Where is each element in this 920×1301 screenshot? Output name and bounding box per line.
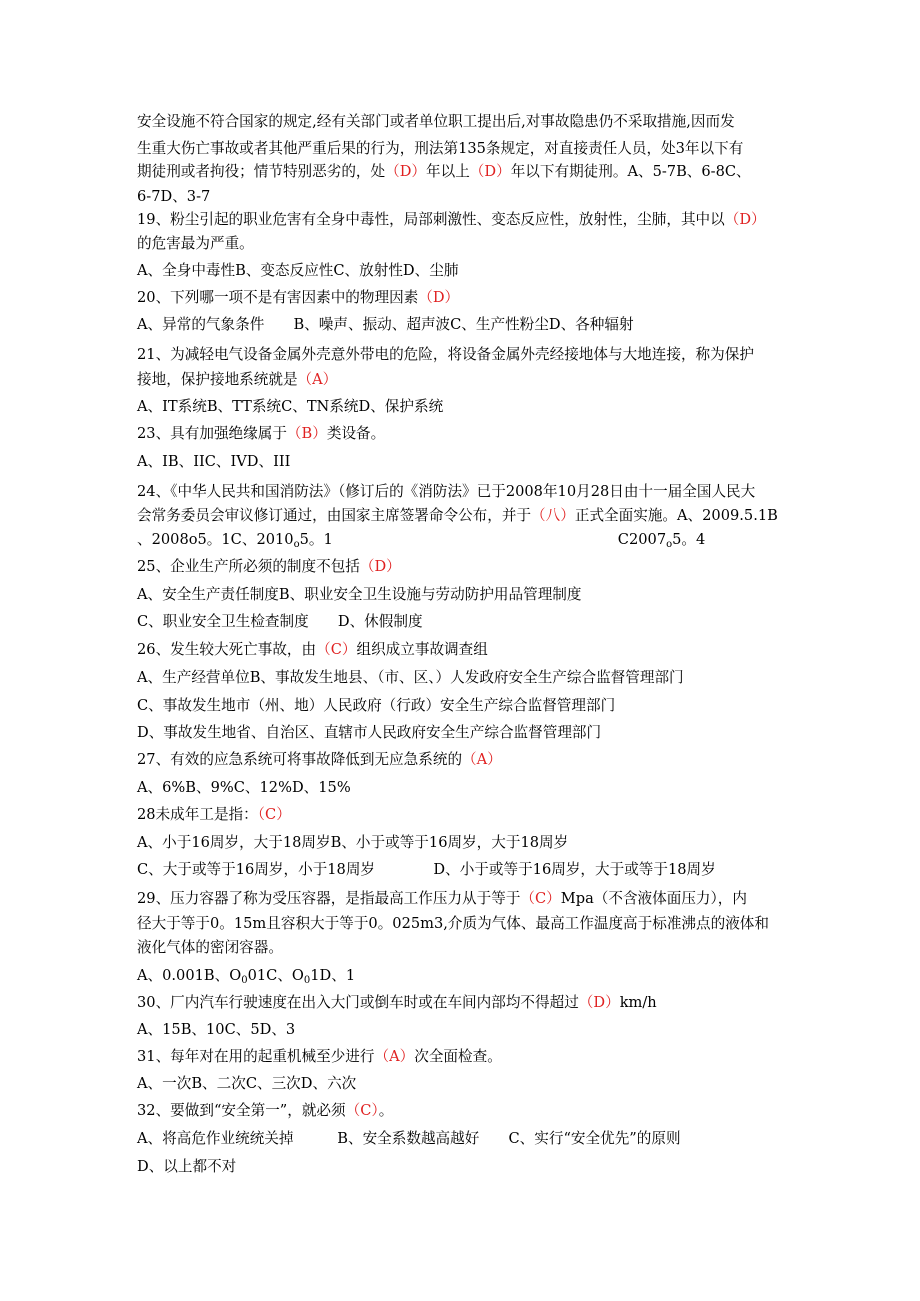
options-line: C、大于或等于16周岁，小于18周岁 D、小于或等于16周岁，大于或等于18周岁 — [137, 861, 716, 878]
answer-mark: （D） — [359, 558, 401, 575]
options-line: A、一次B、二次C、三次D、六次 — [137, 1075, 357, 1092]
line-text: 1D、1 — [310, 967, 356, 984]
line-text: 29、压力容器了称为受压容器，是指最高工作压力从于等于 — [137, 890, 521, 907]
line-text: Mpa（不含液体面压力），内 — [560, 890, 747, 907]
line-text: 32、要做到“安全第一”，就必须 — [137, 1102, 346, 1119]
text-line — [137, 370, 797, 390]
question-line — [137, 557, 797, 577]
line-text: 23、具有加强绝缘属于 — [137, 425, 287, 442]
subscript: 0 — [303, 975, 311, 986]
line-text: 5。1 — [299, 531, 333, 548]
line-text: 27、有效的应急系统可将事故降低到无应急系统的 — [137, 751, 463, 768]
answer-mark: （D） — [385, 163, 426, 180]
subscript: 0 — [241, 975, 248, 986]
options-line: A、IB、IIC、IVD、III — [137, 453, 291, 470]
question-line — [137, 1047, 797, 1067]
line-text: 26、发生较大死亡事故，由 — [137, 641, 317, 658]
options-line: D、事故发生地省、自治区、直辖市人民政府安全生产综合监督管理部门 — [137, 724, 602, 741]
answer-mark: （八） — [531, 507, 575, 524]
question-line — [137, 889, 797, 909]
answer-mark: （A） — [297, 371, 338, 388]
options-line: C、职业安全卫生检查制度 D、休假制度 — [137, 613, 423, 630]
options-line: A、15B、10C、5D、3 — [137, 1021, 296, 1038]
line-text: 次全面检查。 — [414, 1048, 502, 1065]
line-text: 年以上 — [426, 163, 470, 180]
answer-mark: （C） — [316, 641, 357, 658]
question-line — [137, 1101, 797, 1121]
options-line — [137, 966, 797, 991]
question-line — [137, 993, 797, 1013]
answer-mark: （A） — [374, 1048, 415, 1065]
line-text: 、2008o5。1C、2010 — [137, 531, 294, 548]
question-line — [137, 750, 797, 770]
answer-mark: （D） — [469, 163, 511, 180]
line-text: 20、下列哪一项不是有害因素中的物理因素 — [137, 289, 419, 306]
answer-mark: （B） — [286, 425, 327, 442]
options-line: D、以上都不对 — [137, 1158, 237, 1175]
question-line: 21、为减轻电气设备金属外壳意外带电的危险，将设备金属外壳经接地体与大地连接，称为保护 — [137, 346, 754, 363]
text-line: 6-7D、3-7 — [137, 188, 211, 205]
line-text: 5。4 — [672, 531, 706, 548]
line-text: 会常务委员会审议修订通过，由国家主席签署命令公布，并于 — [137, 507, 532, 524]
text-line: 生重大伤亡事故或者其他严重后果的行为，刑法第135条规定，对直接责任人员，处3年以下有 — [137, 140, 744, 157]
text-line: 的危害最为严重。 — [137, 235, 254, 252]
answer-mark: （C） — [520, 890, 561, 907]
question-line — [137, 210, 797, 230]
question-line — [137, 640, 797, 660]
line-text: 28未成年工是指： — [137, 806, 258, 823]
line-text: km/h — [619, 994, 657, 1011]
subscript: o — [293, 539, 300, 550]
line-text: 接地，保护接地系统就是 — [137, 371, 298, 388]
text-line — [137, 162, 797, 182]
answer-mark: （D） — [724, 211, 766, 228]
line-text: 期徒刑或者拘役；情节特别恶劣的，处 — [137, 163, 386, 180]
answer-mark: （C） — [345, 1102, 379, 1119]
answer-mark: （A） — [462, 751, 502, 768]
answer-mark: （D） — [578, 994, 620, 1011]
question-line — [137, 424, 797, 444]
line-text: 01C、O — [247, 967, 304, 984]
line-text: 25、企业生产所必须的制度不包括 — [137, 558, 360, 575]
line-text: 正式全面实施。A、2009.5.1B — [574, 507, 778, 524]
options-line: A、全身中毒性B、变态反应性C、放射性D、尘肺 — [137, 262, 459, 279]
line-text: 年以下有期徒刑。A、5-7B、6-8C、 — [510, 163, 751, 180]
answer-mark: （D） — [418, 289, 460, 306]
options-line: A、安全生产责任制度B、职业安全卫生设施与劳动防护用品管理制度 — [137, 586, 582, 603]
question-line: 24、《中华人民共和国消防法》（修订后的《消防法》已于2008年10月28日由十一届全国人民大 — [137, 483, 756, 500]
line-text: 。 — [378, 1102, 394, 1119]
line-text: 类设备。 — [326, 425, 386, 442]
options-line: A、小于16周岁，大于18周岁B、小于或等于16周岁，大于18周岁 — [137, 834, 569, 851]
text-line: 液化气体的密闭容器。 — [137, 939, 283, 956]
options-line: A、6%B、9%C、12%D、15% — [137, 779, 351, 796]
line-text: 30、厂内汽车行驶速度在出入大门或倒车时或在车间内部均不得超过 — [137, 994, 579, 1011]
options-line: A、IT系统B、TT系统C、TN系统D、保护系统 — [137, 398, 444, 415]
options-line — [137, 530, 797, 555]
text-line — [137, 506, 797, 526]
line-text: C2007 — [617, 531, 667, 548]
options-line: A、将高危作业统统关掉 B、安全系数越高越好 C、实行“安全优先”的原则 — [137, 1130, 681, 1147]
text-line: 径大于等于0。15m且容积大于等于0。025m3,介质为气体、最高工作温度高于标准沸点的液体和 — [137, 915, 769, 932]
line-text: 组织成立事故调查组 — [356, 641, 488, 658]
text-line: 安全设施不符合国家的规定,经有关部门或者单位职工提出后,对事故隐患仍不采取措施,因而发 — [137, 113, 735, 130]
answer-mark: （C） — [257, 806, 291, 823]
question-line — [137, 288, 797, 308]
line-text: A、0.001B、O — [137, 967, 242, 984]
line-text: 19、粉尘引起的职业危害有全身中毒性，局部刺激性、变态反应性，放射性，尘肺，其中以 — [137, 211, 725, 228]
options-line: C、事故发生地市（州、地）人民政府（行政）安全生产综合监督管理部门 — [137, 697, 616, 714]
options-line: A、生产经营单位B、事故发生地县、（市、区、）人发政府安全生产综合监督管理部门 — [137, 669, 684, 686]
line-text: 31、每年对在用的起重机械至少进行 — [137, 1048, 375, 1065]
options-line: A、异常的气象条件 B、噪声、振动、超声波C、生产性粉尘D、各种辐射 — [137, 316, 634, 333]
subscript: o — [666, 539, 673, 550]
question-line — [137, 805, 797, 825]
